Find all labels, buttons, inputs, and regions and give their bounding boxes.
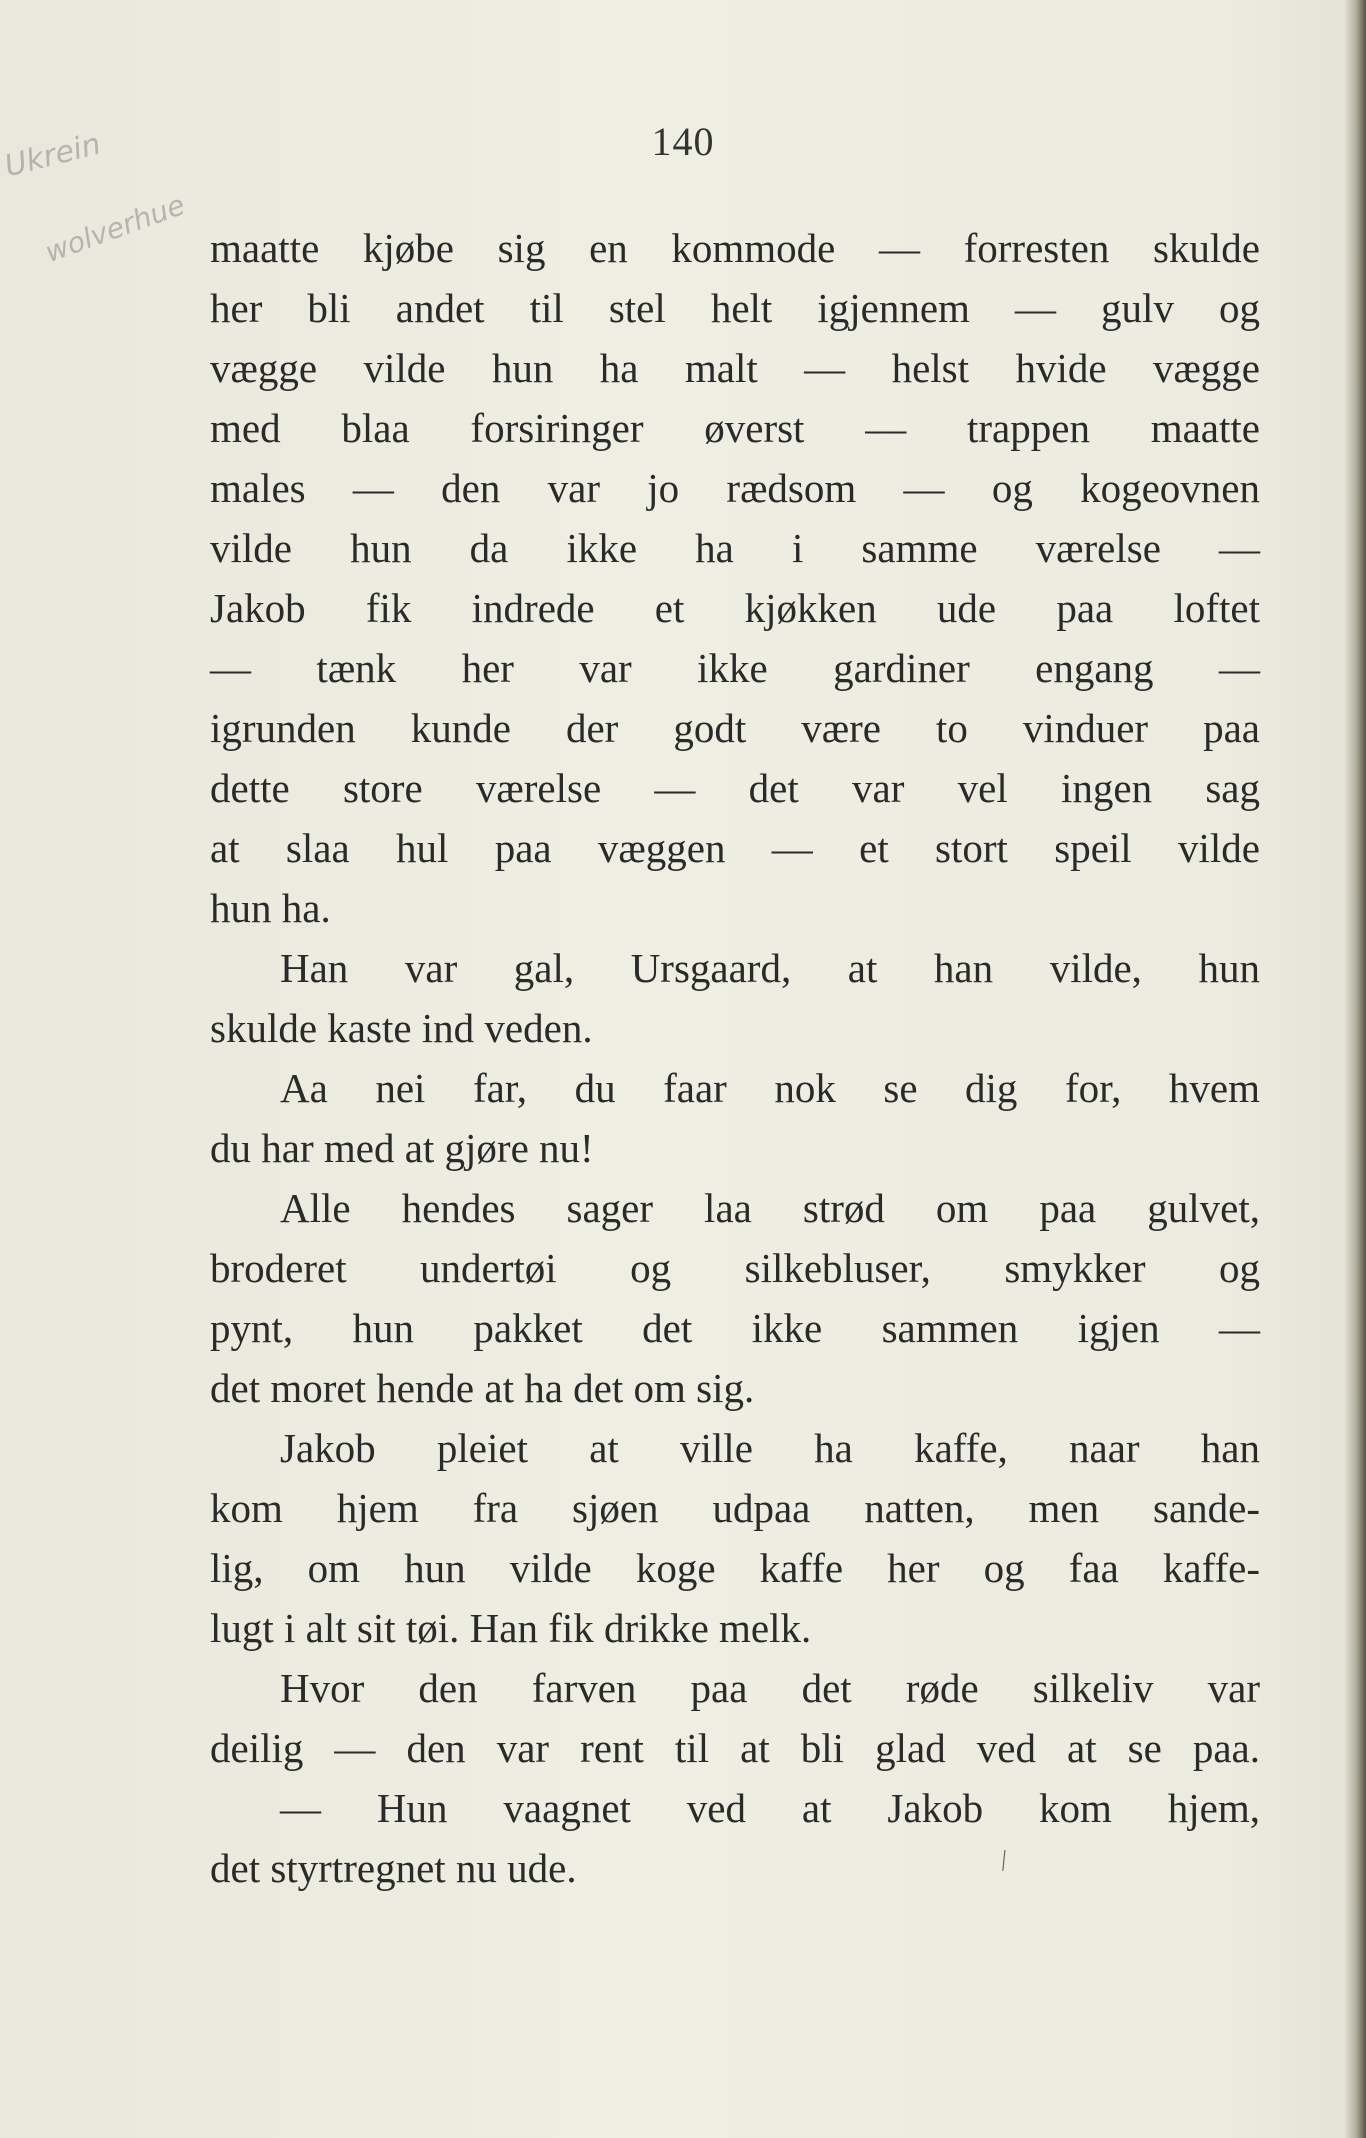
text-line: Aa nei far, du faar nok se dig for, hvem — [280, 1065, 1260, 1111]
text-line: skulde kaste ind veden. — [210, 1005, 593, 1051]
text-line: Alle hendes sager laa strød om paa gulvet, — [280, 1185, 1260, 1231]
body-text — [210, 218, 1260, 1898]
text-line: med blaa forsiringer øverst — trappen maatte — [210, 405, 1260, 451]
text-line: Jakob pleiet at ville ha kaffe, naar han — [280, 1425, 1260, 1471]
page-edge-shadow — [1344, 0, 1366, 2138]
text-line: maatte kjøbe sig en kommode — forresten skulde — [210, 225, 1260, 271]
text-line: lugt i alt sit tøi. Han fik drikke melk. — [210, 1605, 812, 1651]
pencil-margin-note: Ukrein — [1, 126, 105, 185]
text-line: kom hjem fra sjøen udpaa natten, men sande- — [210, 1485, 1260, 1531]
text-line: dette store værelse — det var vel ingen sag — [210, 765, 1260, 811]
text-line: males — den var jo rædsom — og kogeovnen — [210, 465, 1260, 511]
text-line: — tænk her var ikke gardiner engang — — [210, 645, 1260, 691]
text-line: igrunden kunde der godt være to vinduer paa — [210, 705, 1260, 751]
text-line: broderet undertøi og silkebluser, smykker og — [210, 1245, 1260, 1291]
text-line: pynt, hun pakket det ikke sammen igjen — — [210, 1305, 1260, 1351]
text-line: at slaa hul paa væggen — et stort speil vilde — [210, 825, 1260, 871]
text-line: Jakob fik indrede et kjøkken ude paa loftet — [210, 585, 1260, 631]
text-line: hun ha. — [210, 885, 331, 931]
text-line: Han var gal, Ursgaard, at han vilde, hun — [280, 945, 1260, 991]
pencil-margin-note: wolverhue — [40, 188, 190, 269]
text-line: du har med at gjøre nu! — [210, 1125, 594, 1171]
text-line: det moret hende at ha det om sig. — [210, 1365, 755, 1411]
text-line: lig, om hun vilde koge kaffe her og faa kaffe- — [210, 1545, 1260, 1591]
text-line: vilde hun da ikke ha i samme værelse — — [210, 525, 1260, 571]
text-line: vægge vilde hun ha malt — helst hvide vægge — [210, 345, 1260, 391]
text-line: Hvor den farven paa det røde silkeliv var — [280, 1665, 1260, 1711]
text-line: deilig — den var rent til at bli glad ved at se paa. — [210, 1725, 1260, 1771]
text-line: det styrtregnet nu ude. — [210, 1845, 577, 1891]
page-number: 140 — [651, 119, 715, 164]
pencil-tick-mark: ⁄ — [994, 1846, 1014, 1875]
text-line: her bli andet til stel helt igjennem — gulv og — [210, 285, 1260, 331]
text-line: — Hun vaagnet ved at Jakob kom hjem, — [280, 1785, 1260, 1831]
